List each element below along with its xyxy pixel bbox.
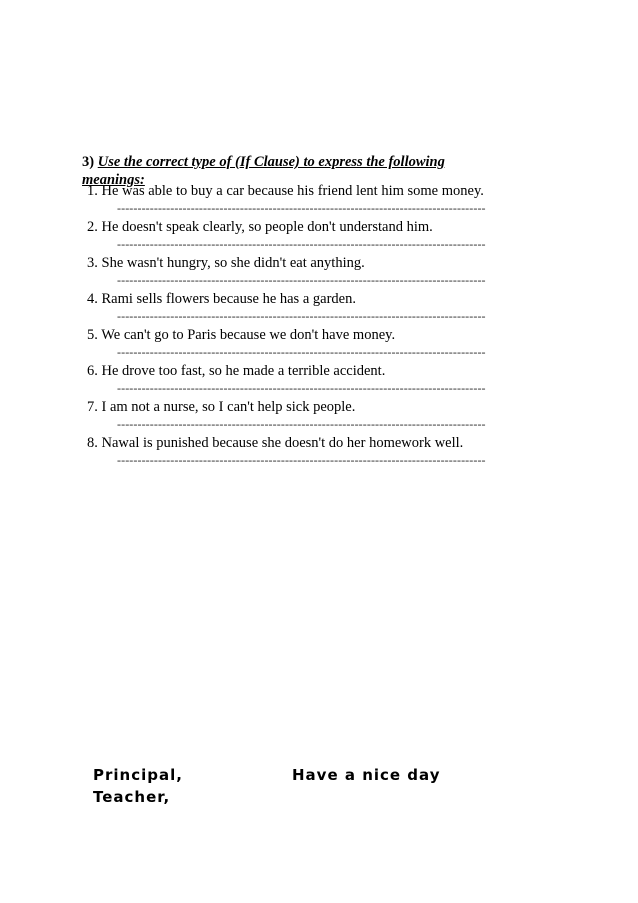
item-sentence: 7. I am not a nurse, so I can't help sick people. (87, 399, 356, 415)
answer-line: ------------------------------------------------------------------------------------------ (117, 345, 486, 359)
exercise-item (87, 326, 547, 362)
answer-line: ------------------------------------------------------------------------------------------ (117, 453, 486, 467)
exercise-item (87, 362, 547, 398)
signature-block (93, 764, 183, 808)
item-sentence: 5. We can't go to Paris because we don't have money. (87, 327, 396, 343)
answer-line: ------------------------------------------------------------------------------------------ (117, 237, 486, 251)
exercise-instruction: Use the correct type of (If Clause) to express the following (97, 154, 445, 170)
answer-line: ------------------------------------------------------------------------------------------ (117, 309, 486, 323)
item-sentence: 1. He was able to buy a car because his friend lent him some money. (87, 183, 484, 199)
exercise-number: 3) (82, 154, 95, 170)
answer-line: ------------------------------------------------------------------------------------------ (117, 201, 486, 215)
closing-greeting: Have a nice day (292, 766, 441, 784)
answer-line: ------------------------------------------------------------------------------------------ (117, 273, 486, 287)
item-sentence: 6. He drove too fast, so he made a terrible accident. (87, 363, 386, 379)
exercise-item (87, 398, 547, 434)
exercise-items (87, 182, 547, 470)
exercise-instruction-cont: meanings: (82, 172, 145, 188)
principal-label: Principal, (93, 766, 183, 784)
item-sentence: 3. She wasn't hungry, so she didn't eat anything. (87, 255, 365, 271)
exercise-item (87, 182, 547, 218)
answer-line: ------------------------------------------------------------------------------------------ (117, 417, 486, 431)
exercise-item (87, 218, 547, 254)
item-sentence: 2. He doesn't speak clearly, so people don't understand him. (87, 219, 433, 235)
answer-line: ------------------------------------------------------------------------------------------ (117, 381, 486, 395)
item-sentence: 4. Rami sells flowers because he has a garden. (87, 291, 356, 307)
exercise-item (87, 254, 547, 290)
exercise-item (87, 434, 547, 470)
item-sentence: 8. Nawal is punished because she doesn't do her homework well. (87, 435, 464, 451)
exercise-item (87, 290, 547, 326)
teacher-label: Teacher, (93, 788, 171, 806)
